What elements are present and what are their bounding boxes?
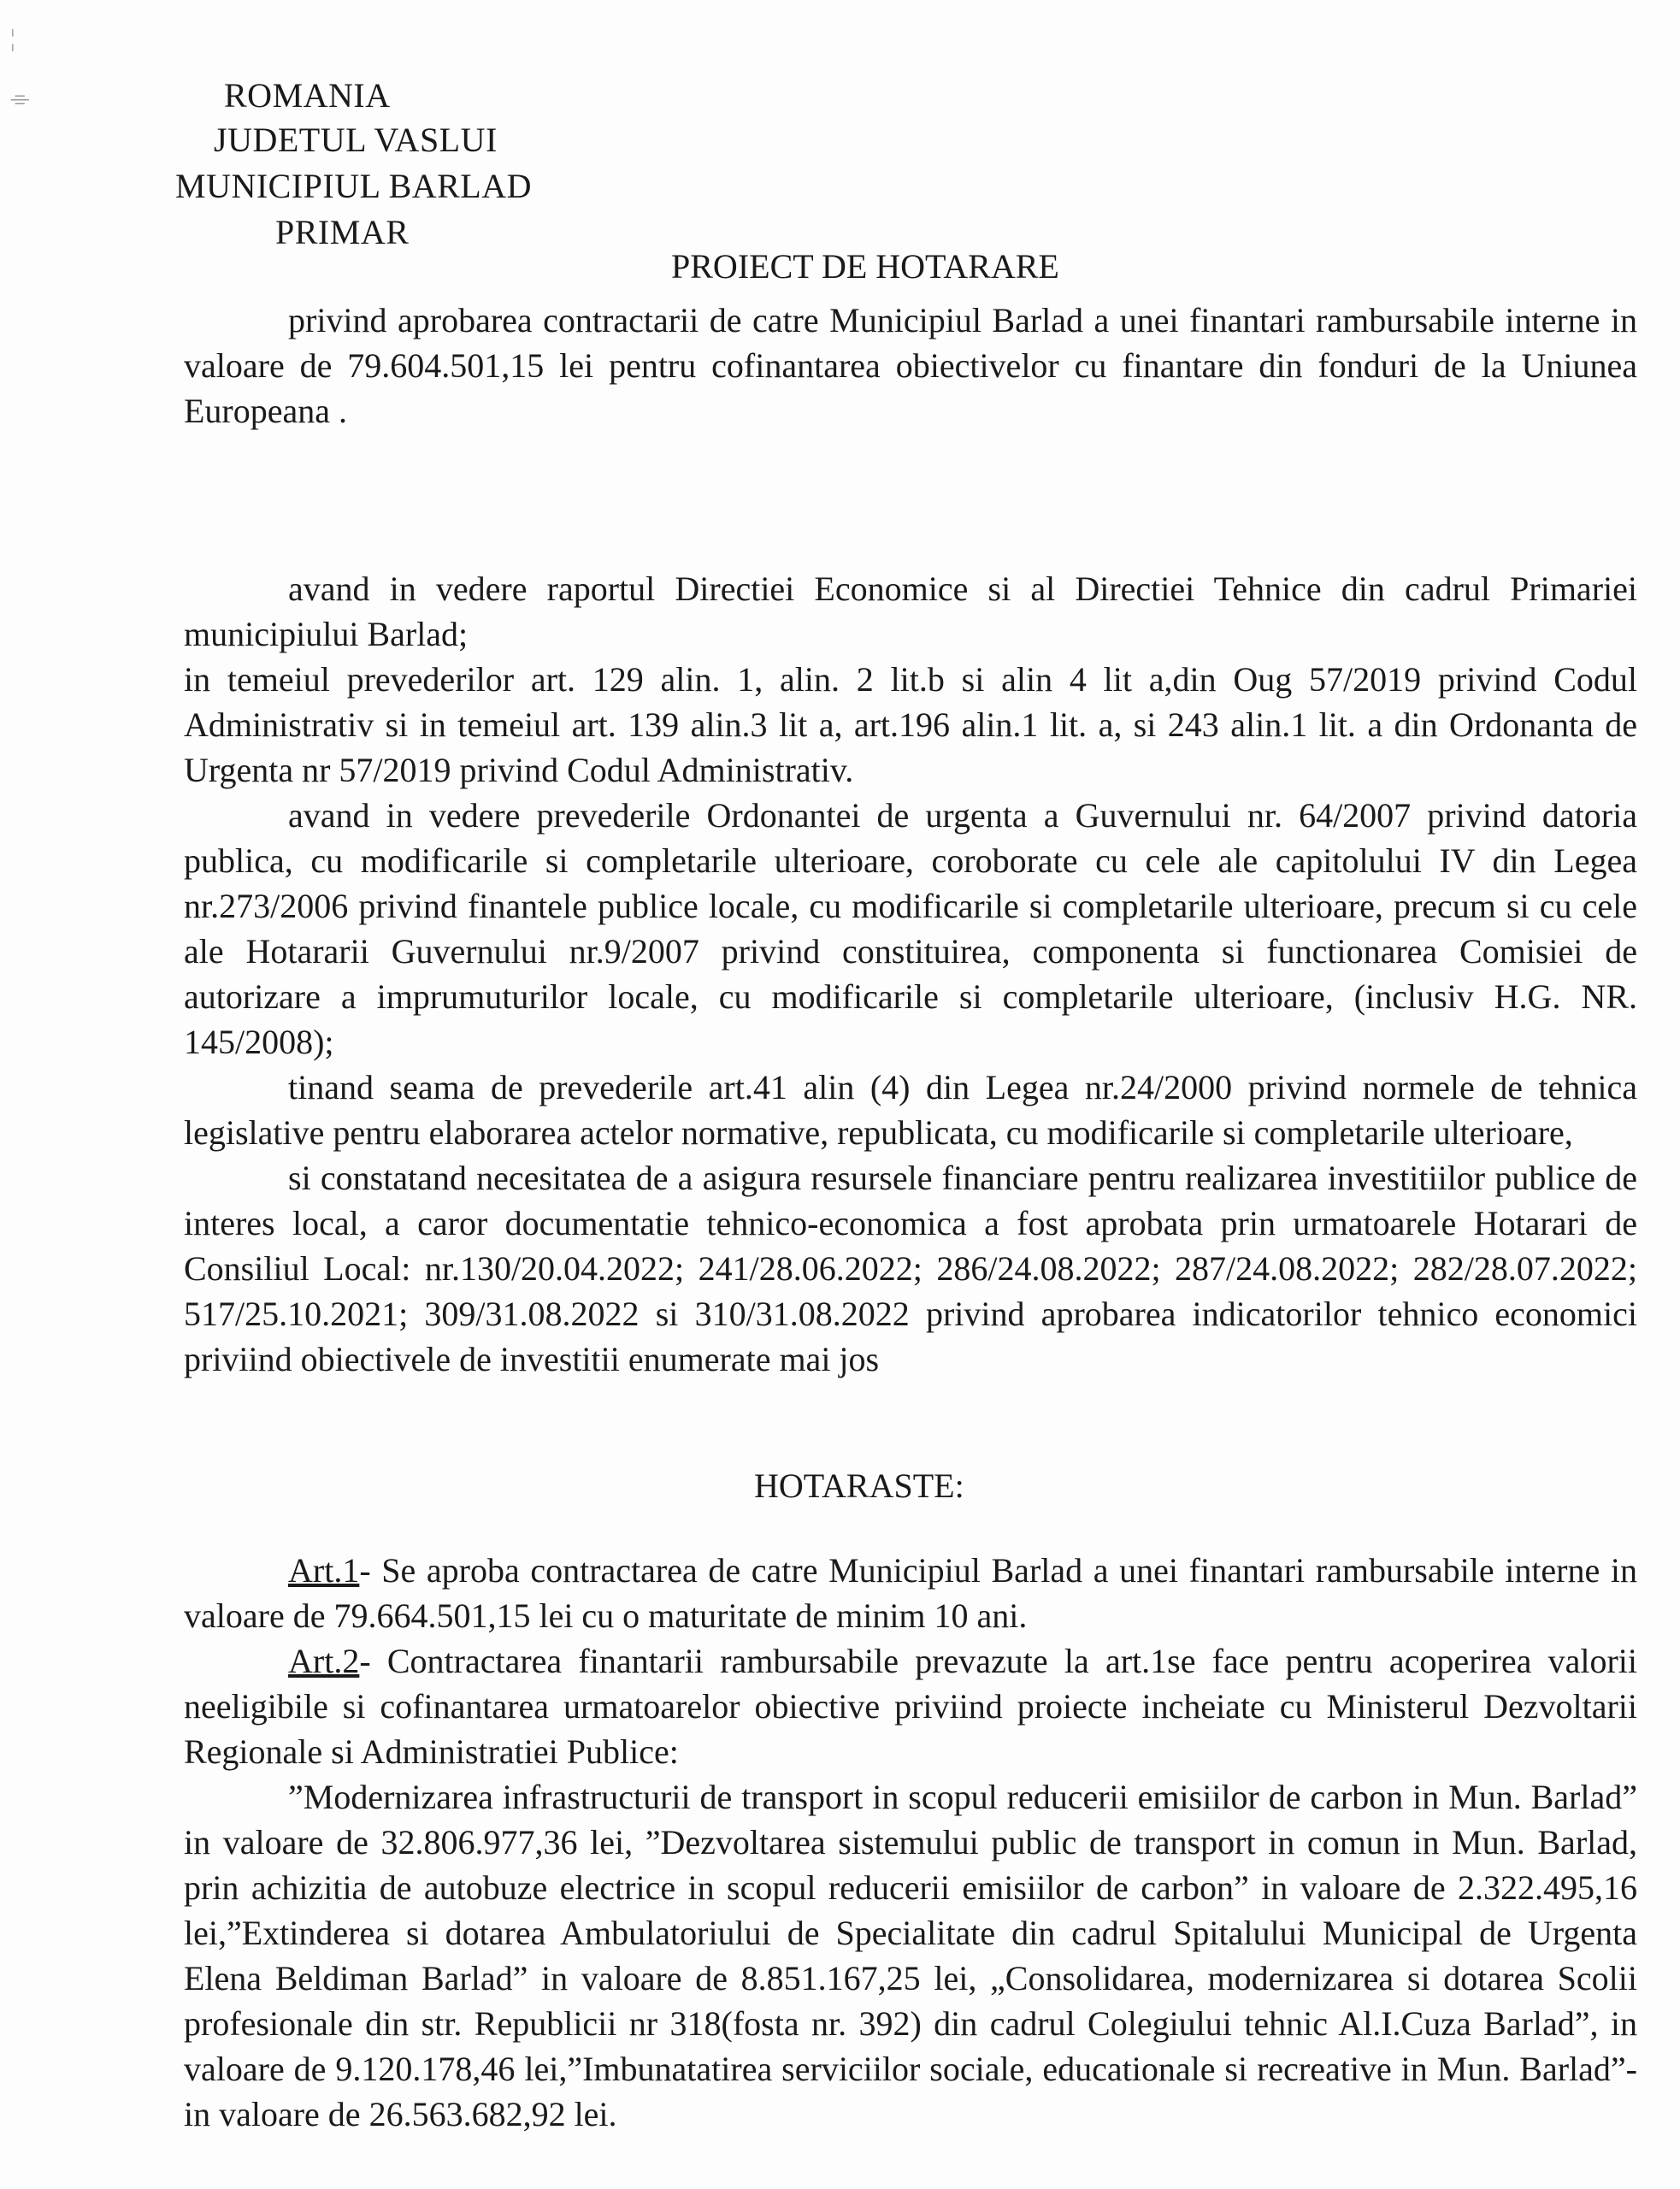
articles-section [184, 1548, 1637, 2137]
subject-text: privind aprobarea contractarii de catre Municipiul Barlad a unei finantari rambursabile interne in valoare de 79.604.501,15 lei pentru cofinantarea obiectivelor cu finantare din fonduri de la Uniunea Europeana . [184, 301, 1637, 430]
article-1 [184, 1548, 1637, 1638]
header-county: JUDETUL VASLUI [214, 121, 498, 159]
article-2 [184, 1638, 1637, 1774]
article-2-projects: ”Modernizarea infrastructurii de transport in scopul reducerii emisiilor de carbon in Mun. Barlad” in valoare de 32.806.977,36 lei, ”Dezvoltarea sistemului public de transport in comun in Mun. Barlad, prin achizitia de autobuze electrice in scopul reducerii emisiilor de carbon” in valoare de 2.322.495,16 lei,”Extinderea si dotarea Ambulatoriului de Specialitate din cadrul Spitalului Municipal de Urgenta Elena Beldiman Barlad” in valoare de 8.851.167,25 lei, „Consolidarea, modernizarea si dotarea Scolii profesionale din str. Republicii nr 318(fosta nr. 392) din cadrul Colegiului tehnic Al.I.Cuza Barlad”, in valoare de 9.120.178,46 lei,”Imbunatatirea serviciilor sociale, educationale si recreative in Mun. Barlad”- in valoare de 26.563.682,92 lei. [184, 1778, 1637, 2133]
preamble-item: avand in vedere raportul Directiei Economice si al Directiei Tehnice din cadrul Primariei municipiului Barlad; [184, 569, 1637, 653]
scan-artifact-mark: ¦ [10, 26, 15, 52]
preamble-item: in temeiul prevederilor art. 129 alin. 1, alin. 2 lit.b si alin 4 lit a,din Oug 57/2019 privind Codul Administrativ si in temeiul art. 139 alin.3 lit a, art.196 alin.1 lit. a, si 243 alin.1 lit. a din Ordonanta de Urgenta nr 57/2019 privind Codul Administrativ. [184, 660, 1637, 789]
header-country: ROMANIA [224, 76, 391, 115]
preamble-section [184, 566, 1637, 1382]
document-title: PROIECT DE HOTARARE [671, 247, 1059, 286]
decision-heading: HOTARASTE: [754, 1466, 964, 1505]
header-municipality: MUNICIPIUL BARLAD [175, 167, 533, 205]
article-2-label: Art.2 [288, 1642, 360, 1680]
article-2-text: - Contractarea finantarii rambursabile prevazute la art.1se face pentru acoperirea valorii neeligibile si cofinantarea urmatoarelor obiective priviind proiecte incheiate cu Ministerul Dezvoltarii Regionale si Administratiei Publice: [184, 1642, 1637, 1771]
preamble-item: si constatand necesitatea de a asigura resursele financiare pentru realizarea investitiilor publice de interes local, a caror documentatie tehnico-economica a fost aprobata prin urmatoarele Hotarari de Consiliul Local: nr.130/20.04.2022; 241/28.06.2022; 286/24.08.2022; 287/24.08.2022; 282/28.07.2022; 517/25.10.2021; 309/31.08.2022 si 310/31.08.2022 privind aprobarea indicatorilor tehnico economici priviind obiectivele de investitii enumerate mai jos [184, 1159, 1637, 1378]
preamble-item: tinand seama de prevederile art.41 alin (4) din Legea nr.24/2000 privind normele de tehnica legislative pentru elaborarea actelor normative, republicata, cu modificarile si completarile ulterioare, [184, 1068, 1637, 1152]
subject-paragraph [184, 298, 1637, 434]
article-1-label: Art.1 [288, 1551, 360, 1590]
scan-artifact-mark: ⌯ [10, 86, 30, 112]
article-1-text: - Se aproba contractarea de catre Municipiul Barlad a unei finantari rambursabile interne in valoare de 79.664.501,15 lei cu o maturitate de minim 10 ani. [184, 1551, 1637, 1635]
preamble-item: avand in vedere prevederile Ordonantei de urgenta a Guvernului nr. 64/2007 privind datoria publica, cu modificarile si completarile ulterioare, coroborate cu cele ale capitolului IV din Legea nr.273/2006 privind finantele publice locale, cu modificarile si completarile ulterioare, precum si cu cele ale Hotararii Guvernului nr.9/2007 privind constituirea, componenta si functionarea Comisiei de autorizare a imprumuturilor locale, cu modificarile si completarile ulterioare, (inclusiv H.G. NR. 145/2008); [184, 796, 1637, 1061]
header-office: PRIMAR [275, 213, 410, 251]
